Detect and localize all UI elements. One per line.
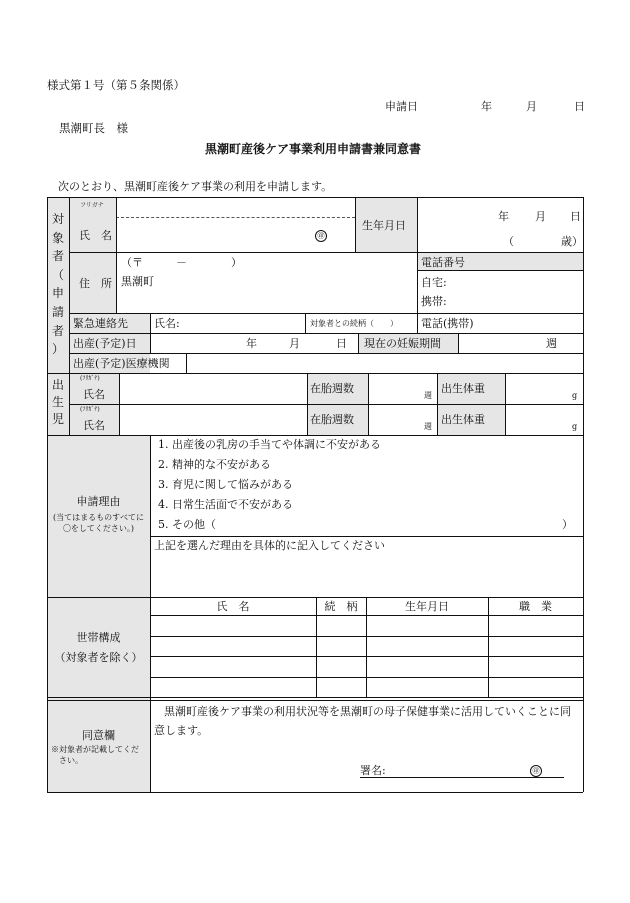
phone-label: 電話番号 bbox=[421, 256, 465, 269]
signature-underline bbox=[360, 777, 564, 778]
household-label-shade bbox=[47, 597, 150, 697]
subject-section-label: 対 象 者 （ 申 請 者 ） bbox=[51, 212, 64, 357]
birthdate-label: 生年月日 bbox=[362, 219, 406, 232]
reason-option-2[interactable]: 2. 精神的な不安がある bbox=[158, 458, 271, 471]
baby-name-label: 氏名 bbox=[83, 419, 105, 432]
address-field[interactable] bbox=[160, 274, 410, 308]
name-seal: ㊞ bbox=[315, 229, 327, 242]
page-title: 黒潮町産後ケア事業利用申請書兼同意書 bbox=[205, 142, 422, 156]
name-label: 氏 名 bbox=[79, 229, 112, 242]
baby-furigana-label: (ﾌﾘｶﾞﾅ) bbox=[80, 375, 100, 382]
baby-name-field[interactable] bbox=[123, 407, 303, 433]
age-close: 歳） bbox=[561, 235, 583, 248]
delivery-month: 月 bbox=[289, 337, 300, 350]
gestation-week-unit: 週 bbox=[424, 391, 432, 400]
birth-day: 日 bbox=[570, 210, 581, 223]
baby-furigana-label: (ﾌﾘｶﾞﾅ) bbox=[80, 406, 100, 413]
consent-text-line1: 黒潮町産後ケア事業の利用状況等を黒潮町の母子保健事業に活用していくことに同 bbox=[164, 705, 571, 718]
baby-name-field[interactable] bbox=[123, 376, 303, 402]
relation-label: 対象者との続柄（ ） bbox=[310, 319, 398, 328]
intro-text: 次のとおり、黒潮町産後ケア事業の利用を申請します。 bbox=[58, 180, 333, 193]
pregnancy-week-unit: 週 bbox=[546, 337, 557, 350]
addressee: 黒潮町長 様 bbox=[59, 121, 128, 135]
gestation-weeks-label: 在胎週数 bbox=[310, 382, 354, 395]
consent-text-line2: 意します。 bbox=[154, 724, 209, 737]
reason-note-line2: 〇をしてください。) bbox=[62, 524, 135, 533]
gestation-weeks-label: 在胎週数 bbox=[310, 413, 354, 426]
signature-field[interactable] bbox=[392, 762, 527, 776]
delivery-facility-label: 出産(予定)医療機関 bbox=[73, 357, 170, 370]
birth-month: 月 bbox=[535, 210, 546, 223]
address-label: 住 所 bbox=[79, 277, 112, 290]
reason-option-4[interactable]: 4. 日常生活面で不安がある bbox=[158, 498, 293, 511]
birth-weight-label: 出生体重 bbox=[441, 382, 485, 395]
application-month: 月 bbox=[526, 100, 537, 113]
household-header-occupation: 職 業 bbox=[519, 600, 552, 613]
reason-detail-field[interactable] bbox=[153, 555, 579, 593]
household-header-birthdate: 生年月日 bbox=[405, 600, 449, 613]
household-header-relation: 続 柄 bbox=[324, 600, 358, 613]
emergency-name-label: 氏名: bbox=[154, 317, 180, 330]
household-header-name: 氏 名 bbox=[216, 600, 250, 613]
birth-weight-label: 出生体重 bbox=[441, 413, 485, 426]
age-open: （ bbox=[503, 235, 514, 248]
reason-detail-prompt: 上記を選んだ理由を具体的に記入してください bbox=[154, 539, 385, 552]
birth-weight-unit: g bbox=[572, 391, 578, 400]
home-phone-label: 自宅: bbox=[421, 276, 447, 289]
reason-option-1[interactable]: 1. 出産後の乳房の手当てや体調に不安がある bbox=[158, 438, 381, 451]
address-town: 黒潮町 bbox=[121, 275, 154, 288]
application-year: 年 bbox=[481, 100, 492, 113]
delivery-year: 年 bbox=[246, 337, 257, 350]
reason-other-close: ） bbox=[562, 518, 573, 531]
furigana-field[interactable] bbox=[120, 200, 353, 215]
emergency-phone-label: 電話(携帯) bbox=[421, 317, 474, 330]
consent-note-line1: ※対象者が記載してくだ bbox=[51, 745, 139, 754]
birth-year: 年 bbox=[498, 210, 509, 223]
emergency-contact-label: 緊急連絡先 bbox=[73, 317, 128, 330]
furigana-label: フリガナ bbox=[80, 202, 104, 209]
form-number: 様式第１号（第５条関係） bbox=[47, 78, 185, 92]
gestation-week-unit: 週 bbox=[424, 422, 432, 431]
reason-label: 申請理由 bbox=[76, 495, 121, 508]
application-day: 日 bbox=[574, 100, 585, 113]
baby-name-label: 氏名 bbox=[83, 388, 105, 401]
application-date-label: 申請日 bbox=[385, 100, 418, 113]
household-label: 世帯構成 bbox=[76, 631, 121, 644]
delivery-day: 日 bbox=[336, 337, 347, 350]
baby-section-label: 出 生 児 bbox=[51, 378, 64, 426]
reason-option-5[interactable]: 5. その他（ bbox=[158, 518, 216, 531]
consent-label: 同意欄 bbox=[82, 729, 115, 742]
reason-option-3[interactable]: 3. 育児に関して悩みがある bbox=[158, 478, 293, 491]
consent-note-line2: さい。 bbox=[59, 756, 83, 765]
signature-label: 署名: bbox=[360, 764, 386, 777]
mobile-phone-label: 携帯: bbox=[421, 295, 447, 308]
postal-code: （〒 － ） bbox=[121, 256, 242, 269]
name-field[interactable] bbox=[120, 220, 310, 248]
delivery-date-label: 出産(予定)日 bbox=[73, 337, 137, 350]
household-sublabel: （対象者を除く） bbox=[54, 651, 143, 664]
signature-seal: ㊞ bbox=[530, 764, 542, 777]
delivery-facility-field[interactable] bbox=[190, 355, 580, 371]
pregnancy-week-label: 現在の妊娠期間 bbox=[364, 337, 441, 350]
birth-weight-unit: g bbox=[572, 422, 578, 431]
reason-note-line1: (当てはまるものすべてに bbox=[53, 513, 144, 522]
